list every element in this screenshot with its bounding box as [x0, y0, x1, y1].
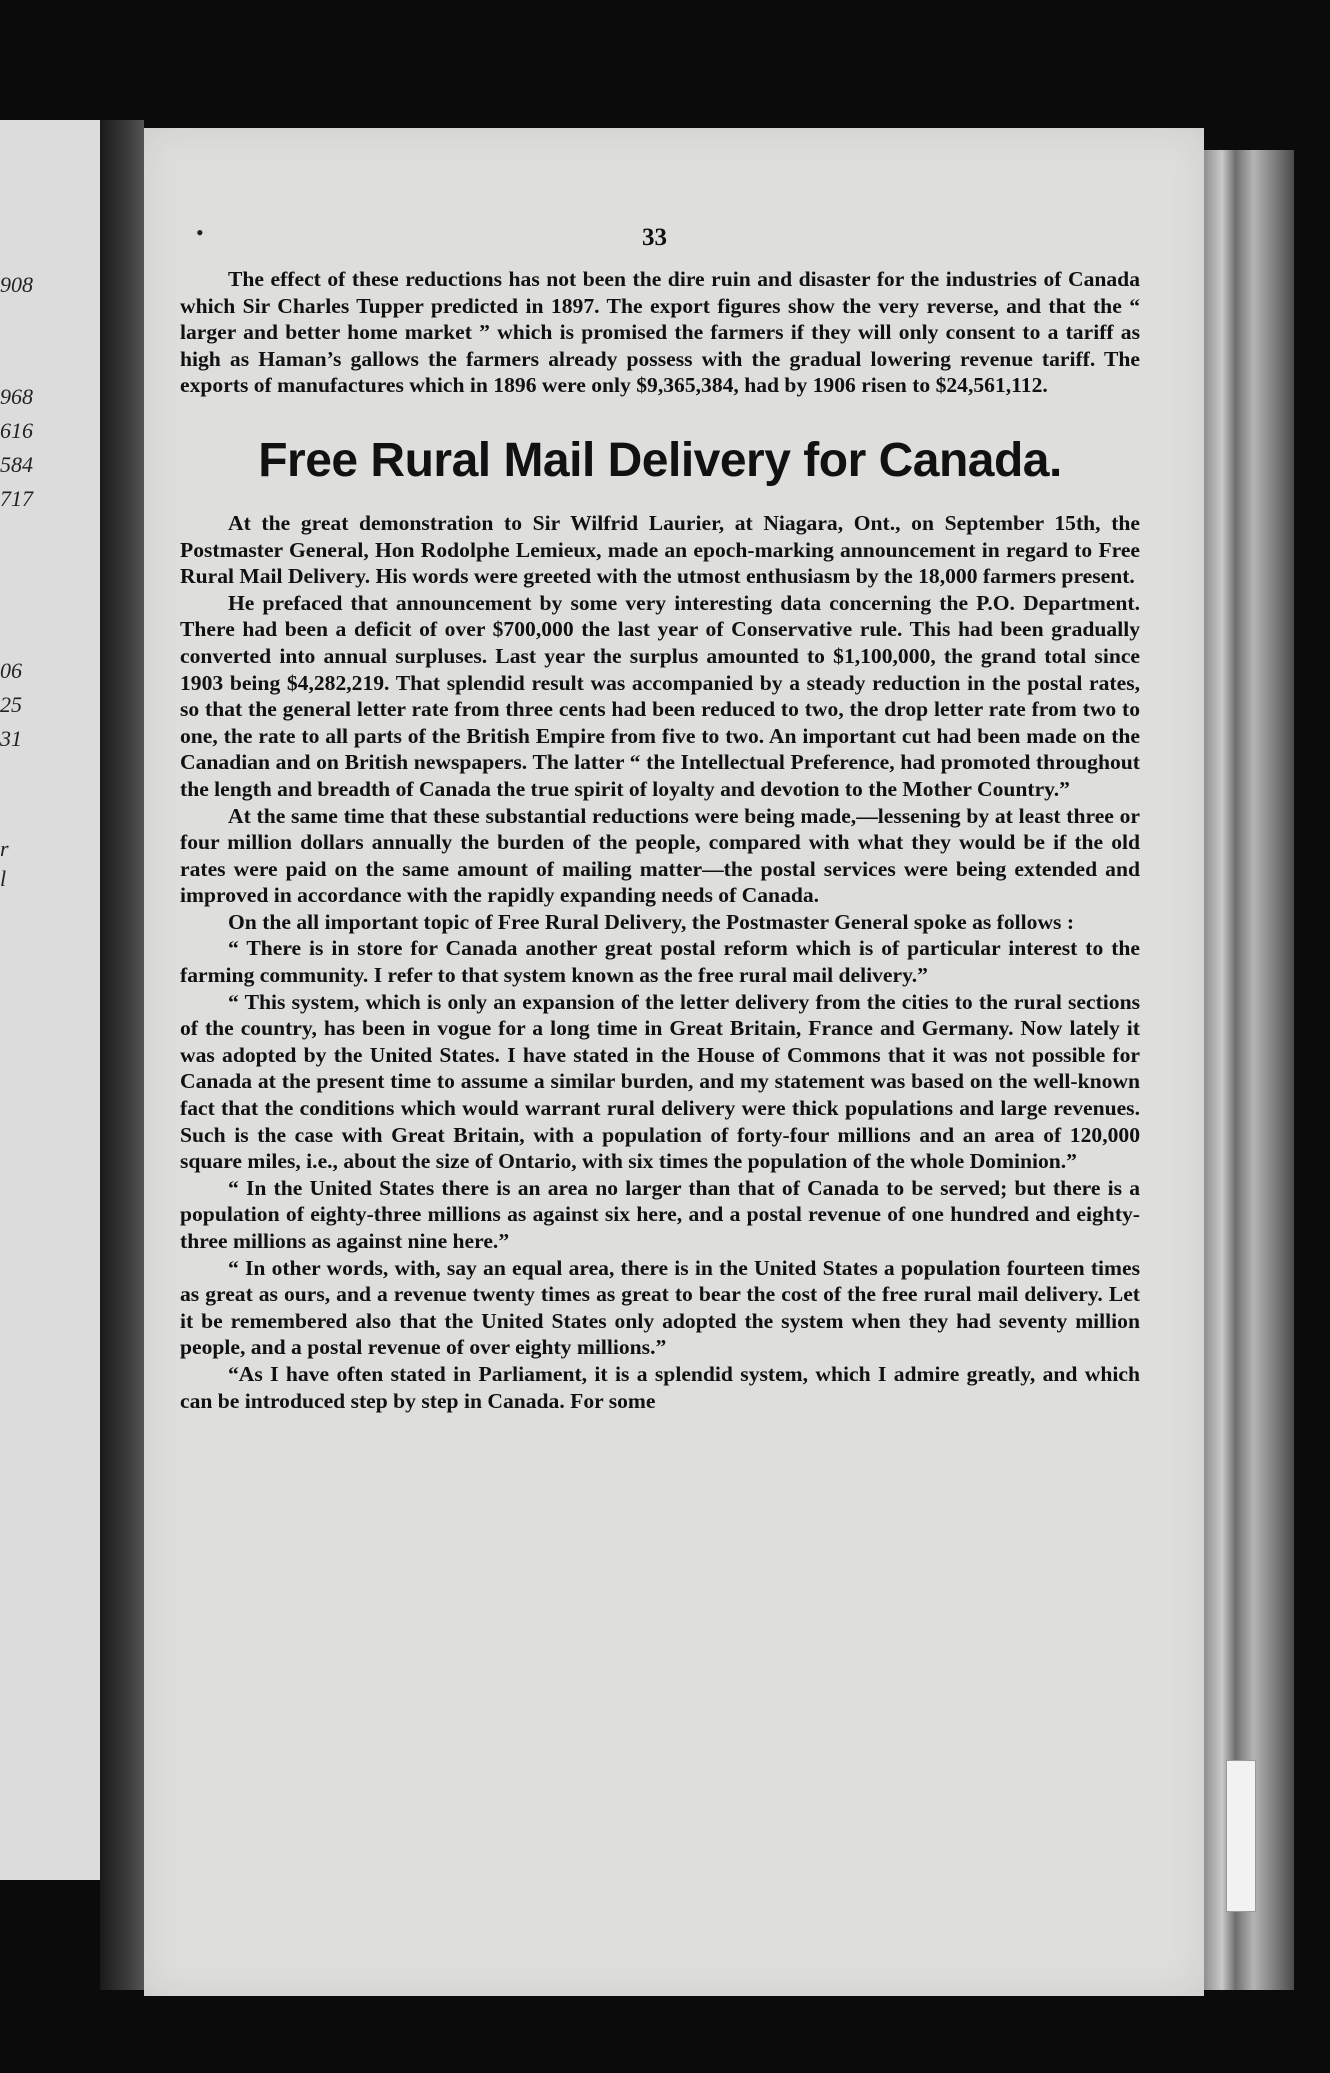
paper-tab — [1226, 1760, 1256, 1912]
left-page-fragment: 31 — [0, 726, 22, 751]
left-page-fragment: 06 — [0, 658, 22, 683]
intro-paragraph: The effect of these reductions has not been the dire ruin and disaster for the industries of Canada which Sir Charles Tupper predicted in 1897. The export figures show the very reverse, and that the “ larger and better home market ” which is promised the farmers if they will only consent to a tariff as high as Haman’s gallows the farmers already possess with the gradual lowering revenue tariff. The exports of manufactures which in 1896 were only $9,365,384, had by 1906 risen to $24,561,112. — [180, 267, 1140, 398]
left-page-fragment: r — [0, 836, 9, 861]
left-page-fragment: 584 — [0, 452, 33, 477]
ink-mark: • — [196, 220, 204, 245]
body-paragraph: At the same time that these substantial reductions were being made,—lessening by at least three or four million dollars annually the burden of the people, compared with what they would be if the old rates were paid on the same amount of mailing matter—the postal services were being extended and improved in accordance with the rapidly expanding needs of Canada. — [180, 803, 1140, 908]
page-number: 33 — [642, 224, 667, 251]
quote-paragraph: “ In the United States there is an area no larger than that of Canada to be served; but there is a population of eighty-three millions as against six here, and a postal revenue of one hundred and eighty-three millions as against nine here.” — [180, 1175, 1140, 1253]
body-paragraph: At the great demonstration to Sir Wilfrid Laurier, at Niagara, Ont., on September 15th, the Postmaster General, Hon Rodolphe Lemieux, made an epoch-marking announcement in regard to Free Rural Mail Delivery. His words were greeted with the utmost enthusiasm by the 18,000 farmers present. — [180, 510, 1140, 589]
quote-paragraph: “ This system, which is only an expansion of the letter delivery from the cities to the rural sections of the country, has been in vogue for a long time in Great Britain, France and Germany. Now lately it was adopted by the United States. I have stated in the House of Commons that it was not possible for Canada at the present time to assume a similar burden, and my statement was based on the well-known fact that the conditions which would warrant rural delivery were thick populations and large revenues. Such is the case with Great Britain, with a population of forty-four millions and an area of 120,000 square miles, i.e., about the size of Ontario, with six times the population of the whole Dominion.” — [180, 989, 1140, 1174]
document-page — [144, 128, 1204, 1996]
quote-paragraph: “As I have often stated in Parliament, it is a splendid system, which I admire greatly, and which can be introduced step by step in Canada. For some — [180, 1361, 1140, 1413]
quote-paragraph: “ There is in store for Canada another great postal reform which is of particular interest to the farming community. I refer to that system known as the free rural mail delivery.” — [180, 936, 1140, 988]
left-page-fragment: 717 — [0, 486, 33, 511]
body-paragraph: On the all important topic of Free Rural Delivery, the Postmaster General spoke as follows : — [228, 909, 1075, 934]
left-page-edge — [0, 120, 100, 1880]
left-page-fragment: 616 — [0, 418, 33, 443]
quote-paragraph: “ In other words, with, say an equal area, there is in the United States a population fourteen times as great as ours, and a revenue twenty times as great to bear the cost of the free rural mail delivery. Let it be remembered also that the United States only adopted the system when they had seventy million people, and a postal revenue of over eighty millions.” — [180, 1255, 1140, 1360]
page-stack-edge — [1204, 150, 1294, 1990]
left-page-fragment: 25 — [0, 692, 22, 717]
left-page-fragment: 968 — [0, 384, 33, 409]
left-page-fragment: 908 — [0, 272, 33, 297]
left-page-fragment: l — [0, 866, 7, 891]
book-spine — [100, 120, 144, 1990]
article-heading: Free Rural Mail Delivery for Canada. — [258, 433, 1062, 487]
body-paragraph: He prefaced that announcement by some very interesting data concerning the P.O. Department. There had been a deficit of over $700,000 the last year of Conservative rule. This had been gradually converted into annual surpluses. Last year the surplus amounted to $1,100,000, the grand total since 1903 being $4,282,219. That splendid result was accompanied by a steady reduction in the postal rates, so that the general letter rate from three cents had been reduced to two, the drop letter rate from two to one, the rate to all parts of the British Empire from five to two. An important cut had been made on the Canadian and on British newspapers. The latter “ the Intellectual Preference, had promoted throughout the length and breadth of Canada the true spirit of loyalty and devotion to the Mother Country.” — [180, 590, 1140, 801]
page-content — [180, 224, 1140, 1414]
